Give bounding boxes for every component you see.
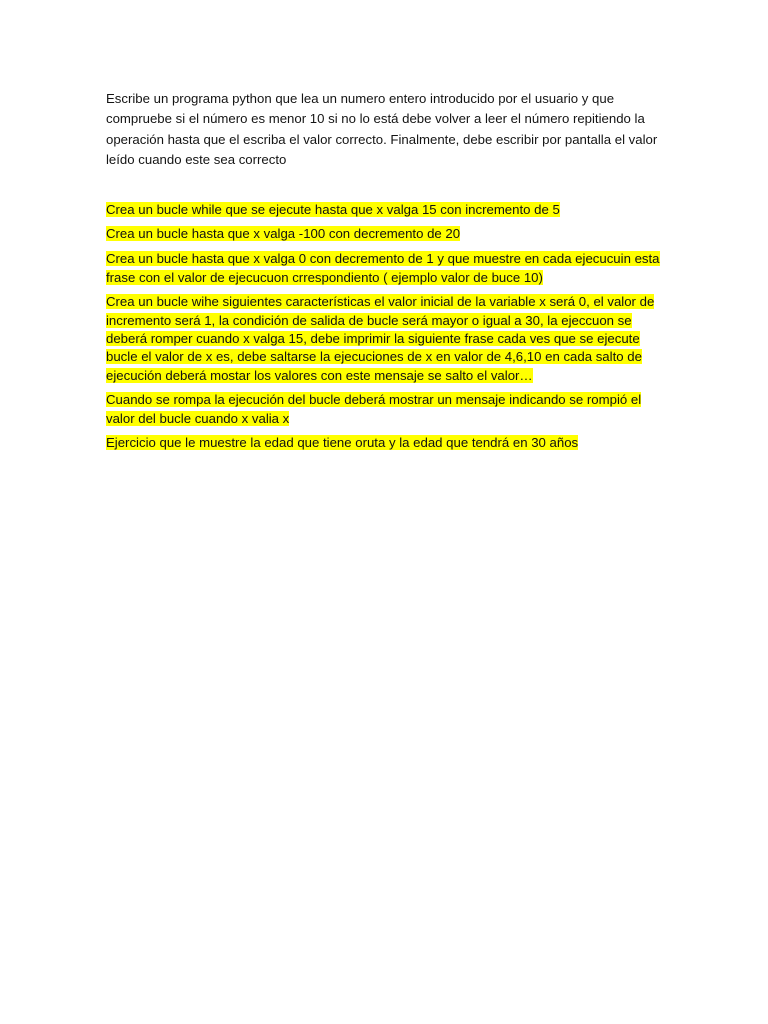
highlighted-text: Cuando se rompa la ejecución del bucle deberá mostrar un mensaje indicando se rompió el valor del bucle cuando x valia x: [106, 392, 642, 426]
task-paragraph-6: [106, 434, 662, 452]
highlighted-text: Ejercicio que le muestre la edad que tiene oruta y la edad que tendrá en 30 años: [106, 435, 579, 451]
highlighted-text: Crea un bucle wihe siguientes características el valor inicial de la variable x será 0, el valor de incremento será 1, la condición de salida de bucle será mayor o igual a 30, la ejeccuon se deberá romper cuando x valga 15, debe imprimir la siguiente frase cada ves que se ejecute bucle el valor de x es, debe saltarse la ejecuciones de x en valor de 4,6,10 en cada salto de ejecución deberá mostar los valores con este mensaje se salto el valor…: [106, 294, 655, 383]
highlighted-text: Crea un bucle hasta que x valga -100 con decremento de 20: [106, 226, 461, 242]
intro-paragraph: Escribe un programa python que lea un numero entero introducido por el usuario y que compruebe si el número es menor 10 si no lo está debe volver a leer el número repitiendo la operación hasta que el escriba el valor correcto. Finalmente, debe escribir por pantalla el valor leído cuando este sea correcto: [106, 91, 658, 168]
highlighted-text: Crea un bucle while que se ejecute hasta que x valga 15 con incremento de 5: [106, 201, 560, 217]
task-paragraph-1: [106, 201, 662, 219]
highlighted-text: Crea un bucle hasta que x valga 0 con decremento de 1 y que muestre en cada ejecucuin esta frase con el valor de ejecucuon crrespondiento ( ejemplo valor de buce 10): [106, 251, 660, 285]
task-paragraph-4: [106, 293, 662, 384]
document-body: [106, 89, 662, 459]
task-paragraph-2: [106, 225, 662, 243]
paragraph-spacer: [106, 171, 662, 201]
task-paragraph-5: [106, 391, 662, 428]
task-paragraph-3: [106, 250, 662, 287]
